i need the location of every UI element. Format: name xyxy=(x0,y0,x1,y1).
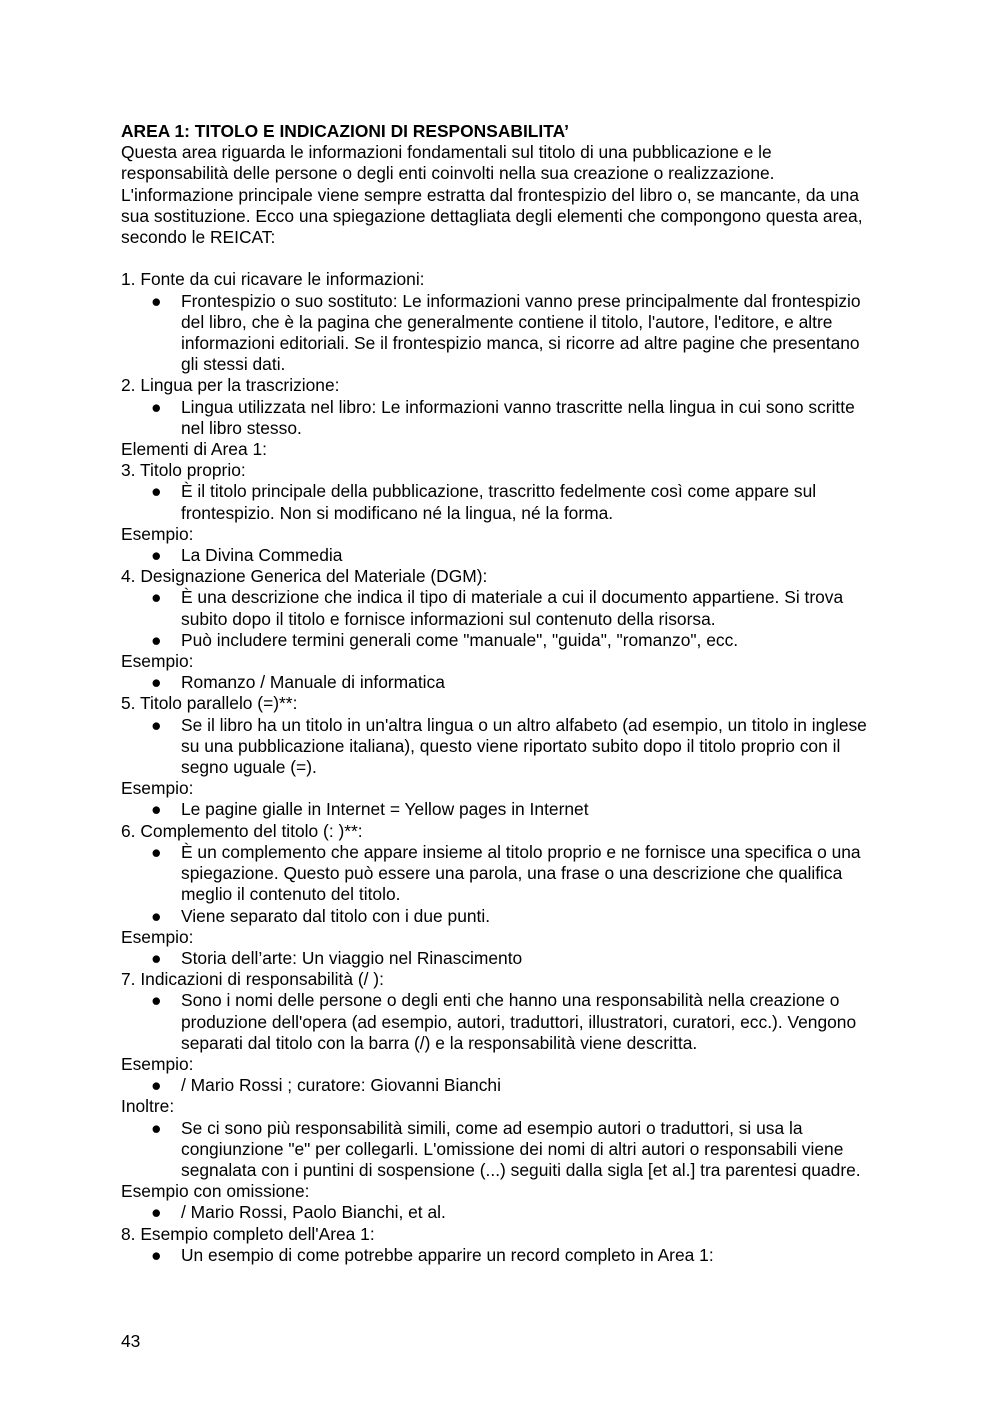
bullet-icon: ● xyxy=(151,629,162,650)
bullet-icon: ● xyxy=(151,841,162,862)
bullet-list xyxy=(121,1075,881,1096)
bullet-icon: ● xyxy=(151,714,162,735)
bullet-list xyxy=(121,672,881,693)
bullet-text: Viene separato dal titolo con i due punti. xyxy=(181,905,491,926)
bullet-item xyxy=(121,715,881,779)
section-line: 7. Indicazioni di responsabilità (/ ): xyxy=(121,969,384,990)
bullet-icon: ● xyxy=(151,396,162,417)
bullet-text: È un complemento che appare insieme al titolo proprio e ne fornisce una specifica o una spiegazione. Questo può essere una parola, una frase o una descrizione che qualifica meglio il contenuto del titolo. xyxy=(181,841,861,905)
bullet-item xyxy=(121,1075,881,1096)
bullet-text: Lingua utilizzata nel libro: Le informazioni vanno trascritte nella lingua in cui sono scritte nel libro stesso. xyxy=(181,396,855,438)
bullet-icon: ● xyxy=(151,290,162,311)
bullet-list xyxy=(121,481,881,523)
bullet-item xyxy=(121,799,881,820)
bullet-text: Romanzo / Manuale di informatica xyxy=(181,672,445,693)
section-line: Esempio: xyxy=(121,778,194,799)
bullet-item xyxy=(121,842,881,906)
sections-list xyxy=(121,269,881,1266)
bullet-list xyxy=(121,990,881,1054)
section-line: Esempio: xyxy=(121,523,194,544)
section-line: 6. Complemento del titolo (: )**: xyxy=(121,820,363,841)
bullet-list xyxy=(121,397,881,439)
bullet-item xyxy=(121,291,881,376)
bullet-list xyxy=(121,291,881,376)
bullet-text: Le pagine gialle in Internet = Yellow pages in Internet xyxy=(181,799,589,820)
bullet-list xyxy=(121,715,881,779)
bullet-item xyxy=(121,990,881,1054)
bullet-list xyxy=(121,799,881,820)
section-line: Esempio: xyxy=(121,926,194,947)
bullet-icon: ● xyxy=(151,990,162,1011)
bullet-item xyxy=(121,587,881,629)
bullet-text: Sono i nomi delle persone o degli enti che hanno una responsabilità nella creazione o produzione dell'opera (ad esempio, autori, traduttori, illustratori, curatori, ecc.). Vengono separati dal titolo con la barra (/) e la responsabilità viene descritta. xyxy=(181,990,857,1053)
bullet-text: / Mario Rossi ; curatore: Giovanni Bianchi xyxy=(181,1075,501,1096)
page-number: 43 xyxy=(121,1331,141,1351)
bullet-list xyxy=(121,1245,881,1266)
bullet-item xyxy=(121,481,881,523)
section-line: Inoltre: xyxy=(121,1096,175,1117)
bullet-icon: ● xyxy=(151,1244,162,1265)
bullet-list xyxy=(121,948,881,969)
bullet-text: Storia dell’arte: Un viaggio nel Rinascimento xyxy=(181,947,523,968)
bullet-item xyxy=(121,672,881,693)
bullet-icon: ● xyxy=(151,947,162,968)
bullet-icon: ● xyxy=(151,481,162,502)
section-line: 3. Titolo proprio: xyxy=(121,460,246,481)
section-line: 5. Titolo parallelo (=)**: xyxy=(121,693,298,714)
bullet-item xyxy=(121,1118,881,1182)
bullet-text: Può includere termini generali come "manuale", "guida", "romanzo", ecc. xyxy=(181,629,739,650)
bullet-text: La Divina Commedia xyxy=(181,545,343,566)
section-line: 1. Fonte da cui ricavare le informazioni: xyxy=(121,269,425,290)
section-line: 2. Lingua per la trascrizione: xyxy=(121,375,340,396)
bullet-list xyxy=(121,545,881,566)
bullet-text: / Mario Rossi, Paolo Bianchi, et al. xyxy=(181,1202,446,1223)
section-line: Esempio: xyxy=(121,1053,194,1074)
bullet-icon: ● xyxy=(151,1075,162,1096)
bullet-item xyxy=(121,630,881,651)
bullet-text: È una descrizione che indica il tipo di materiale a cui il documento appartiene. Si trova subito dopo il titolo e fornisce informazioni sul contenuto della risorsa. xyxy=(181,587,844,629)
bullet-icon: ● xyxy=(151,545,162,566)
blank-line xyxy=(121,248,881,269)
document-body xyxy=(121,121,881,1266)
bullet-list xyxy=(121,587,881,651)
bullet-icon: ● xyxy=(151,672,162,693)
bullet-item xyxy=(121,1202,881,1223)
bullet-text: Un esempio di come potrebbe apparire un record completo in Area 1: xyxy=(181,1244,714,1265)
bullet-icon: ● xyxy=(151,905,162,926)
section-heading: AREA 1: TITOLO E INDICAZIONI DI RESPONSABILITA’ xyxy=(121,121,569,141)
bullet-item xyxy=(121,545,881,566)
bullet-item xyxy=(121,397,881,439)
section-line: Elementi di Area 1: xyxy=(121,439,267,460)
bullet-list xyxy=(121,1202,881,1223)
bullet-text: È il titolo principale della pubblicazione, trascritto fedelmente così come appare sul frontespizio. Non si modificano né la lingua, né la forma. xyxy=(181,481,817,523)
bullet-icon: ● xyxy=(151,587,162,608)
section-line: Esempio con omissione: xyxy=(121,1181,310,1202)
section-line: Esempio: xyxy=(121,651,194,672)
bullet-text: Frontespizio o suo sostituto: Le informazioni vanno prese principalmente dal frontespizio del libro, che è la pagina che generalmente contiene il titolo, l'autore, l'editore, e altre informazioni editoriali. Se il frontespizio manca, si ricorre ad altre pagine che presentano gli stessi dati. xyxy=(181,290,861,375)
bullet-icon: ● xyxy=(151,799,162,820)
bullet-item xyxy=(121,948,881,969)
section-line: 8. Esempio completo dell'Area 1: xyxy=(121,1223,375,1244)
bullet-icon: ● xyxy=(151,1117,162,1138)
bullet-text: Se ci sono più responsabilità simili, come ad esempio autori o traduttori, si usa la congiunzione "e" per collegarli. L'omissione dei nomi di altri autori o responsabili viene segnalata con i puntini di sospensione (...) seguiti dalla sigla [et al.] tra parentesi quadre. xyxy=(181,1117,861,1180)
section-line: 4. Designazione Generica del Materiale (DGM): xyxy=(121,566,488,587)
bullet-icon: ● xyxy=(151,1202,162,1223)
intro-paragraph: Questa area riguarda le informazioni fondamentali sul titolo di una pubblicazione e le responsabilità delle persone o degli enti coinvolti nella sua creazione o realizzazione. L'informazione principale viene sempre estratta dal frontespizio del libro o, se mancante, da una sua sostituzione. Ecco una spiegazione dettagliata degli elementi che compongono questa area, secondo le REICAT: xyxy=(121,142,863,248)
bullet-item xyxy=(121,906,881,927)
bullet-text: Se il libro ha un titolo in un'altra lingua o un altro alfabeto (ad esempio, un titolo in inglese su una pubblicazione italiana), questo viene riportato subito dopo il titolo proprio con il segno uguale (=). xyxy=(181,714,867,778)
bullet-list xyxy=(121,1118,881,1182)
bullet-list xyxy=(121,842,881,927)
bullet-item xyxy=(121,1245,881,1266)
